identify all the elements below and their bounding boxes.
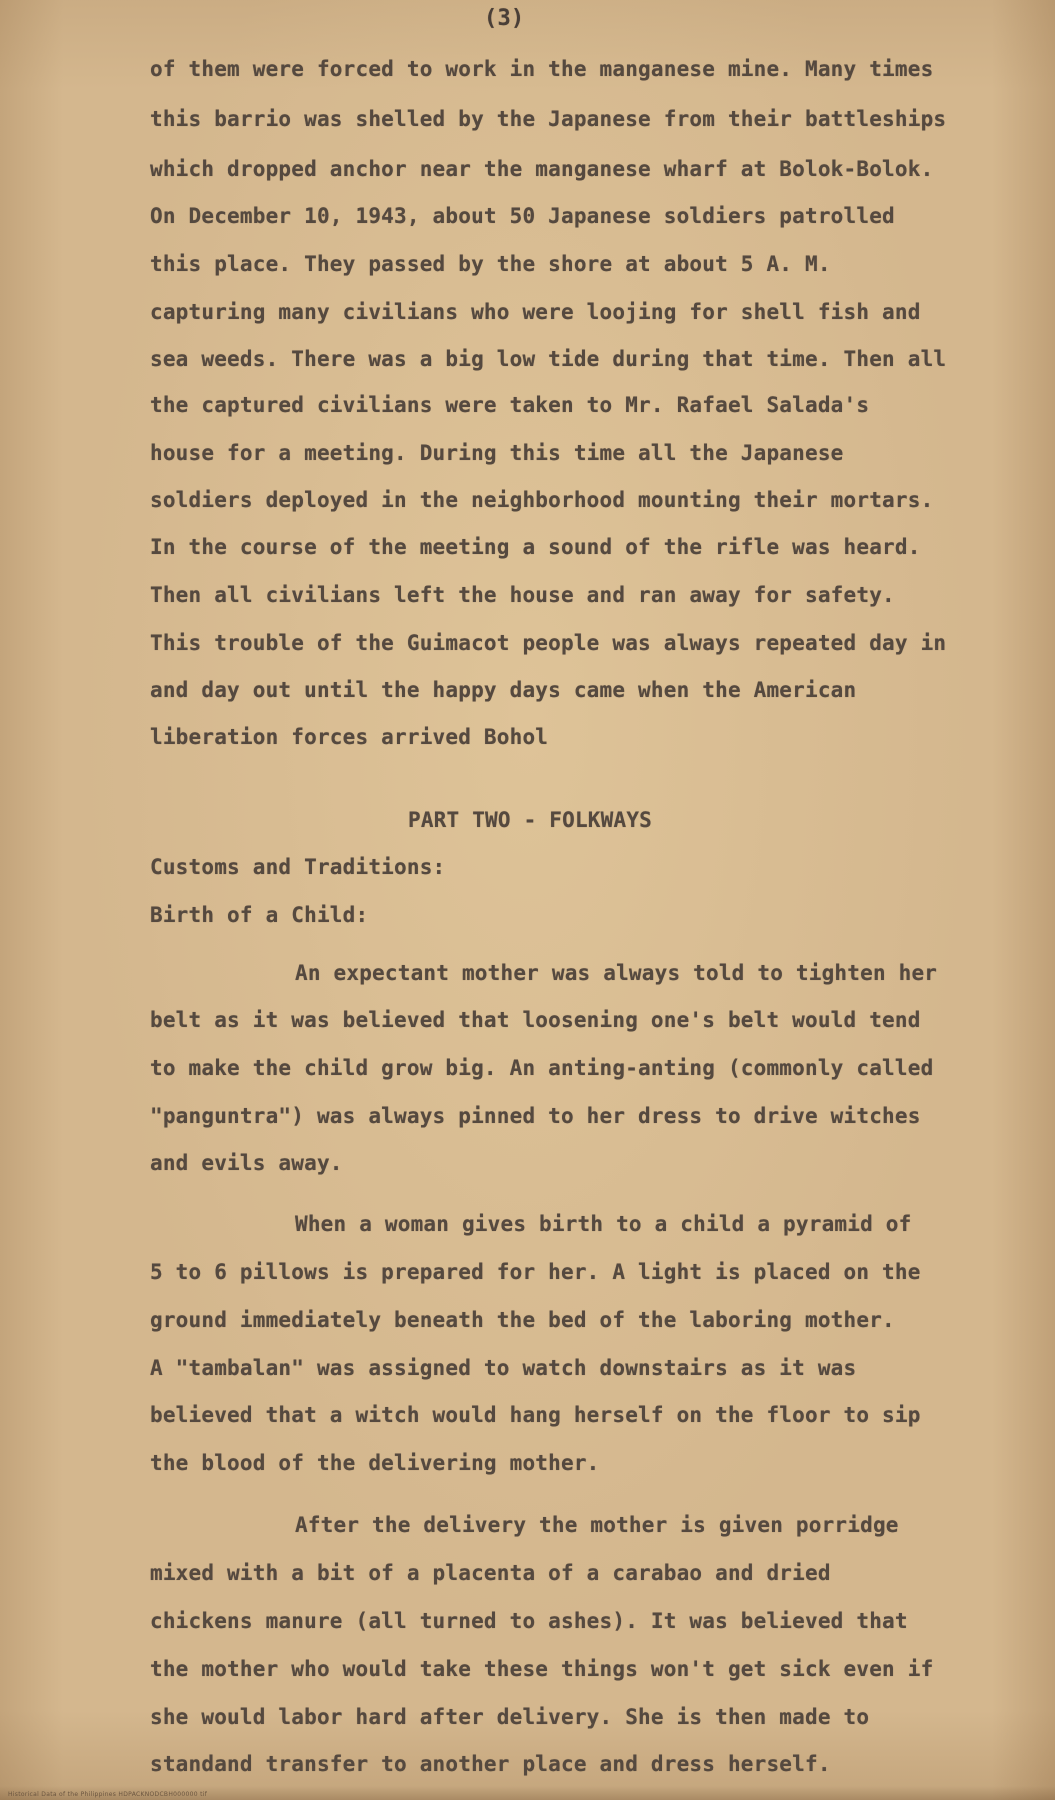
text-line: sea weeds. There was a big low tide during that time. Then all	[150, 347, 947, 371]
text-line: of them were forced to work in the manganese mine. Many times	[150, 57, 934, 81]
text-line: capturing many civilians who were loojing for shell fish and	[150, 300, 921, 324]
section-heading: Customs and Traditions:	[150, 855, 446, 879]
text-line: to make the child grow big. An anting-anting (commonly called	[150, 1056, 934, 1080]
text-line: liberation forces arrived Bohol	[150, 725, 549, 749]
text-line: After the delivery the mother is given porridge	[295, 1513, 899, 1537]
text-line: belt as it was believed that loosening one's belt would tend	[150, 1008, 921, 1032]
text-line: When a woman gives birth to a child a pyramid of	[295, 1212, 912, 1236]
scan-footer-strip	[0, 1786, 1055, 1800]
text-line: mixed with a bit of a placenta of a carabao and dried	[150, 1561, 831, 1585]
text-line: An expectant mother was always told to tighten her	[295, 961, 938, 985]
text-line: the mother who would take these things won't get sick even if	[150, 1657, 934, 1681]
text-line: In the course of the meeting a sound of the rifle was heard.	[150, 535, 921, 559]
text-line: chickens manure (all turned to ashes). It was believed that	[150, 1609, 908, 1633]
text-line: Then all civilians left the house and ran away for safety.	[150, 583, 895, 607]
text-line: and evils away.	[150, 1151, 343, 1175]
text-line: this place. They passed by the shore at about 5 A. M.	[150, 252, 831, 276]
text-line: the captured civilians were taken to Mr. Rafael Salada's	[150, 393, 870, 417]
text-line: she would labor hard after delivery. She is then made to	[150, 1705, 870, 1729]
text-line: soldiers deployed in the neighborhood mounting their mortars.	[150, 488, 934, 512]
text-line: house for a meeting. During this time all the Japanese	[150, 441, 844, 465]
text-line: A "tambalan" was assigned to watch downstairs as it was	[150, 1356, 857, 1380]
text-line: which dropped anchor near the manganese wharf at Bolok-Bolok.	[150, 157, 934, 181]
text-line: believed that a witch would hang herself on the floor to sip	[150, 1403, 921, 1427]
text-line: "panguntra") was always pinned to her dress to drive witches	[150, 1104, 921, 1128]
subsection-heading: Birth of a Child:	[150, 903, 369, 927]
scan-footer-label: Historical Data of the Philippines HDPACKNODCBH000000 tif	[8, 1791, 208, 1798]
text-line: standand transfer to another place and dress herself.	[150, 1752, 831, 1776]
text-line: This trouble of the Guimacot people was always repeated day in	[150, 631, 947, 655]
text-line: 5 to 6 pillows is prepared for her. A light is placed on the	[150, 1260, 921, 1284]
text-line: and day out until the happy days came when the American	[150, 678, 857, 702]
text-line: On December 10, 1943, about 50 Japanese soldiers patrolled	[150, 204, 895, 228]
text-line: ground immediately beneath the bed of the laboring mother.	[150, 1308, 895, 1332]
text-line: the blood of the delivering mother.	[150, 1451, 600, 1475]
text-line: this barrio was shelled by the Japanese from their battleships	[150, 107, 947, 131]
page-number: (3)	[484, 6, 525, 31]
part-heading: PART TWO - FOLKWAYS	[408, 808, 653, 832]
